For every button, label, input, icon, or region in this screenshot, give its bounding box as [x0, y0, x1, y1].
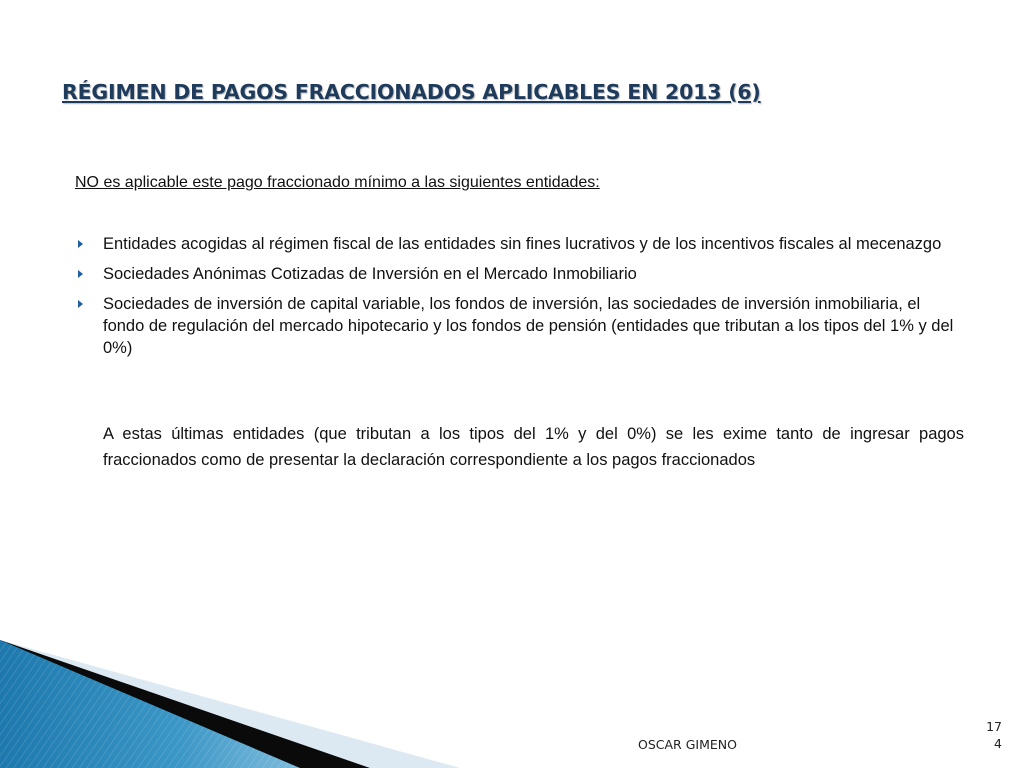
- bullet-arrow-icon: [78, 300, 83, 308]
- list-item: [78, 293, 964, 359]
- bullet-arrow-icon: [78, 240, 83, 248]
- list-item-text: Sociedades de inversión de capital variable, los fondos de inversión, las sociedades de inversión inmobiliaria, el fondo de regulación del mercado hipotecario y los fondos de pensión (entidades que tributan a los tipos del 1% y del 0%): [103, 295, 954, 357]
- bullet-list: [78, 233, 964, 367]
- slide-title: RÉGIMEN DE PAGOS FRACCIONADOS APLICABLES EN 2013 (6): [62, 80, 761, 104]
- list-item-text: Entidades acogidas al régimen fiscal de las entidades sin fines lucrativos y de los incentivos fiscales al mecenazgo: [103, 235, 942, 253]
- closing-paragraph: A estas últimas entidades (que tributan a los tipos del 1% y del 0%) se les exime tanto de ingresar pagos fraccionados como de presentar la declaración correspondiente a los pagos fraccionados: [103, 425, 964, 469]
- page-number: [978, 718, 1002, 752]
- corner-decoration: [0, 640, 460, 768]
- page-number-line1: 17: [986, 719, 1002, 734]
- list-item: [78, 263, 964, 285]
- intro-text: NO es aplicable este pago fraccionado mínimo a las siguientes entidades:: [75, 174, 600, 191]
- page-number-line2: 4: [994, 736, 1002, 751]
- bullet-arrow-icon: [78, 270, 83, 278]
- footer-author: OSCAR GIMENO: [638, 737, 737, 752]
- list-item-text: Sociedades Anónimas Cotizadas de Inversión en el Mercado Inmobiliario: [103, 265, 637, 283]
- list-item: [78, 233, 964, 255]
